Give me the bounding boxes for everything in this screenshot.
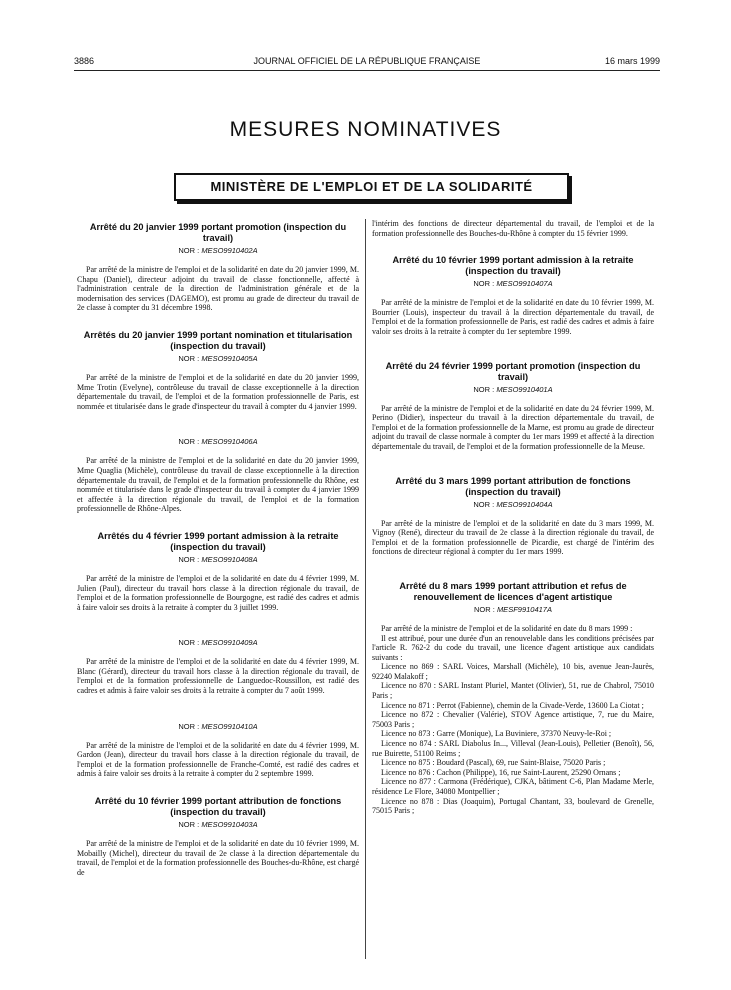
licence-item: Licence no 878 : Dias (Joaquim), Portugal Chantant, 33, boulevard de Grenelle, 75015 Paris ; xyxy=(372,796,654,816)
decree-text: Par arrêté de la ministre de l'emploi et de la solidarité en date du 20 janvier 1999, M. Chapu (Daniel), directeur adjoint du travail de classe fonctionnelle, affecté à l'administration centrale de la direction de l'administration générale et de la modernisation des services (DAGEMO), est promu au grade de directeur du travail de 2e classe à compter du 31 décembre 1998. xyxy=(77,265,359,313)
decree-text: Par arrêté de la ministre de l'emploi et de la solidarité en date du 20 janvier 1999, Mme Quaglia (Michèle), contrôleuse du travail de classe exceptionnelle à la direction départementale du travail, de l'emploi et de la formation professionnelle du Rhône, est nommée et titularisée dans le grade d'inspecteur du travail à compter du 4 janvier 1999 et affectée à la direction régionale du travail, de l'emploi et de la formation professionnelle de Rhône-Alpes. xyxy=(77,456,359,514)
licence-item: Licence no 875 : Boudard (Pascal), 69, rue Saint-Blaise, 75020 Paris ; xyxy=(381,758,606,768)
nor-reference: NOR : MESO9910409A xyxy=(178,638,258,648)
licence-item: Licence no 871 : Perrot (Fabienne), chemin de la Civade-Verde, 13600 La Ciotat ; xyxy=(381,700,644,710)
left-column xyxy=(77,222,359,877)
decree-text: Par arrêté de la ministre de l'emploi et de la solidarité en date du 3 mars 1999, M. Vignoy (René), directeur du travail de 2e classe à la direction régionale du travail, de l'emploi et de la formation professionnelle de Picardie, est chargé de l'intérim des fonctions de directeur régional à compter du 1er mars 1999. xyxy=(372,518,654,557)
nor-reference: NOR : MESO9910404A xyxy=(473,499,553,509)
decree-text: Par arrêté de la ministre de l'emploi et de la solidarité en date du 10 février 1999, M. Bourrier (Louis), inspecteur du travail à la direction départementale du travail, de l'emploi et de la formation professionnelle de Paris, est radié des cadres et admis à faire valoir ses droits à la retraite à compter du 1er septembre 1999. xyxy=(372,298,654,336)
decree-text: Par arrêté de la ministre de l'emploi et de la solidarité en date du 4 février 1999, M. Julien (Paul), directeur du travail hors classe à la direction régionale du travail, de l'emploi et de la formation professionnelle de Bourgogne, est radié des cadres et admis à faire valoir ses droits à la retraite à compter du 3 juillet 1999. xyxy=(77,573,359,612)
section-title: Arrêté du 3 mars 1999 portant attribution de fonctions (inspection du travail) xyxy=(395,475,631,497)
decree-text: Par arrêté de la ministre de l'emploi et de la solidarité en date du 4 février 1999, M. Gardon (Jean), directeur du travail hors classe à la direction régionale du travail, de l'emploi et de la formation professionnelle de Franche-Comté, est radié des cadres et admis à faire valoir ses droits à la retraite à compter du 2 septembre 1999. xyxy=(77,740,359,779)
column-separator xyxy=(365,219,366,959)
section-title: Arrêté du 24 février 1999 portant promotion (inspection du travail) xyxy=(385,360,641,382)
page-title: MESURES NOMINATIVES xyxy=(229,118,502,141)
section-title: Arrêtés du 20 janvier 1999 portant nomination et titularisation (inspection du travail) xyxy=(83,329,353,351)
nor-reference: NOR : MESO9910406A xyxy=(178,437,258,447)
nor-reference: NOR : MESO9910410A xyxy=(178,721,258,731)
section-title: Arrêté du 8 mars 1999 portant attribution et refus de renouvellement de licences d'agent artistique xyxy=(399,580,627,602)
nor-reference: NOR : MESO9910403A xyxy=(178,820,258,830)
licence-item: Licence no 874 : SARL Diabolus In..., Villeval (Jean-Louis), Pelletier (Benoît), 56, rue Buirette, 51100 Reims ; xyxy=(372,739,654,758)
right-column xyxy=(372,219,654,816)
continued-text: l'intérim des fonctions de directeur départemental du travail, de l'emploi et de la formation professionnelle des Bouches-du-Rhône à compter du 15 février 1999. xyxy=(372,219,654,238)
section-title: Arrêté du 10 février 1999 portant admission à la retraite (inspection du travail) xyxy=(392,255,634,277)
licence-item: Licence no 876 : Cachon (Philippe), 16, rue Saint-Laurent, 25290 Ornans ; xyxy=(381,767,621,777)
header-rule xyxy=(74,70,660,71)
page-header xyxy=(74,56,660,70)
decree-text: Il est attribué, pour une durée d'un an renouvelable dans les conditions précisées par l'article R. 762-2 du code du travail, une licence d'agent artistique aux candidats suivants : xyxy=(372,633,654,662)
licence-item: Licence no 870 : SARL Instant Pluriel, Mantet (Olivier), 51, rue de Chabrol, 75010 Paris ; xyxy=(372,681,654,701)
section-title: Arrêtés du 4 février 1999 portant admission à la retraite (inspection du travail) xyxy=(97,530,339,552)
licence-item: Licence no 869 : SARL Voices, Marshall (Michèle), 10 bis, avenue Jean-Jaurès, 92240 Malakoff ; xyxy=(372,662,654,681)
journal-title: JOURNAL OFFICIEL DE LA RÉPUBLIQUE FRANÇAISE xyxy=(253,56,481,66)
decree-text: Par arrêté de la ministre de l'emploi et de la solidarité en date du 24 février 1999, M. Perino (Didier), inspecteur du travail à la direction départementale du travail, de l'emploi et de la formation professionnelle de la Marne, est promu au grade de directeur adjoint du travail de classe normale à compter du 1er mars 1999 et affecté à la direction départementale du travail, de l'emploi et de la formation professionnelle de la Meuse. xyxy=(372,403,654,451)
decree-text: Par arrêté de la ministre de l'emploi et de la solidarité en date du 8 mars 1999 : xyxy=(381,623,633,633)
nor-reference: NOR : MESO9910408A xyxy=(178,554,258,564)
licence-item: Licence no 872 : Chevalier (Valérie), STOV Agence artistique, 7, rue du Maire, 75003 Paris ; xyxy=(372,710,654,729)
licence-item: Licence no 877 : Carmona (Frédérique), CJKA, bâtiment C-6, Plan Madame Merle, résidence Le Flore, 34080 Montpellier ; xyxy=(372,777,654,796)
nor-reference: NOR : MESO9910402A xyxy=(178,246,258,255)
section-title: Arrêté du 10 février 1999 portant attribution de fonctions (inspection du travail) xyxy=(94,796,342,818)
ministry-banner: MINISTÈRE DE L'EMPLOI ET DE LA SOLIDARITÉ xyxy=(174,173,569,201)
nor-reference: NOR : MESO9910407A xyxy=(473,279,553,289)
section-title: Arrêté du 20 janvier 1999 portant promotion (inspection du travail) xyxy=(89,222,347,243)
page-number: 3886 xyxy=(74,56,95,66)
decree-text: Par arrêté de la ministre de l'emploi et de la solidarité en date du 20 janvier 1999, Mme Trotin (Evelyne), contrôleuse du travail de classe exceptionnelle à la direction départementale du travail, de l'emploi et de la formation professionnelle de Paris, est nommée et titularisée dans le grade d'inspecteur du travail à compter du 4 janvier 1999. xyxy=(77,372,359,411)
nor-reference: NOR : MESO9910401A xyxy=(473,384,553,394)
decree-text: Par arrêté de la ministre de l'emploi et de la solidarité en date du 4 février 1999, M. Blanc (Gérard), directeur du travail hors classe à la direction régionale du travail, de l'emploi et de la formation professionnelle de Languedoc-Roussillon, est radié des cadres et admis à faire valoir ses droits à la retraite à compter du 7 août 1999. xyxy=(77,657,359,696)
issue-date: 16 mars 1999 xyxy=(604,56,660,66)
licence-item: Licence no 873 : Garre (Monique), La Buviniere, 37370 Neuvy-le-Roi ; xyxy=(381,729,612,739)
nor-reference: NOR : MESF9910417A xyxy=(474,604,552,614)
decree-text: Par arrêté de la ministre de l'emploi et de la solidarité en date du 10 février 1999, M. Mobailly (Michel), directeur du travail de 2e classe à la direction départementale du travail, de l'emploi et de la formation professionnelle des Bouches-du-Rhône, est chargé de xyxy=(77,839,359,877)
nor-reference: NOR : MESO9910405A xyxy=(178,353,258,363)
